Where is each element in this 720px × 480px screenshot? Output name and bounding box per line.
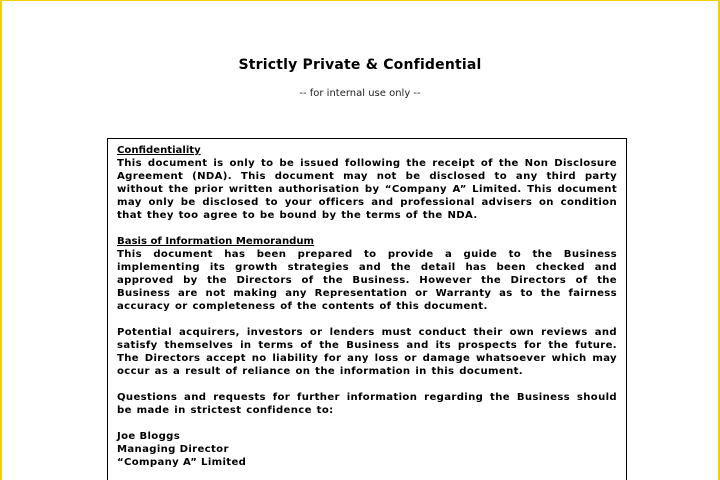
spacer (117, 378, 617, 391)
page-title: Strictly Private & Confidential (238, 57, 482, 73)
page-subtitle: -- for internal use only -- (299, 88, 421, 99)
spacer (117, 222, 617, 235)
acquirers-paragraph: Potential acquirers, investors or lenders must conduct their own reviews and satisfy themselves in terms of the Business and its prospects for the future. The Directors accept no liability for any loss or damage whatsoever which may occur as a result of reliance on the information in this document. (117, 327, 617, 377)
basis-paragraph: This document has been prepared to provide a guide to the Business implementing its growth strategies and the detail has been checked and approved by the Directors of the Business. However the Directors of the Business are not making any Representation or Warranty as to the fairness accuracy or completeness of the contents of this document. (117, 249, 617, 312)
basis-heading: Basis of Information Memorandum (117, 236, 315, 247)
spacer (117, 313, 617, 326)
contact-company: “Company A” Limited (117, 457, 247, 468)
contact-role: Managing Director (117, 444, 229, 455)
confidentiality-paragraph: This document is only to be issued following the receipt of the Non Disclosure Agreement (NDA). This document may not be disclosed to any third party without the prior written authorisation by “Company A” Limited. This document may only be disclosed to your officers and professional advisers on condition that they too agree to be bound by the terms of the NDA. (117, 158, 617, 221)
confidentiality-heading: Confidentiality (117, 145, 201, 156)
spacer (117, 417, 617, 430)
disclaimer-box (107, 138, 627, 480)
contact-name: Joe Bloggs (117, 431, 181, 442)
questions-paragraph: Questions and requests for further information regarding the Business should be made in strictest confidence to: (117, 392, 617, 416)
